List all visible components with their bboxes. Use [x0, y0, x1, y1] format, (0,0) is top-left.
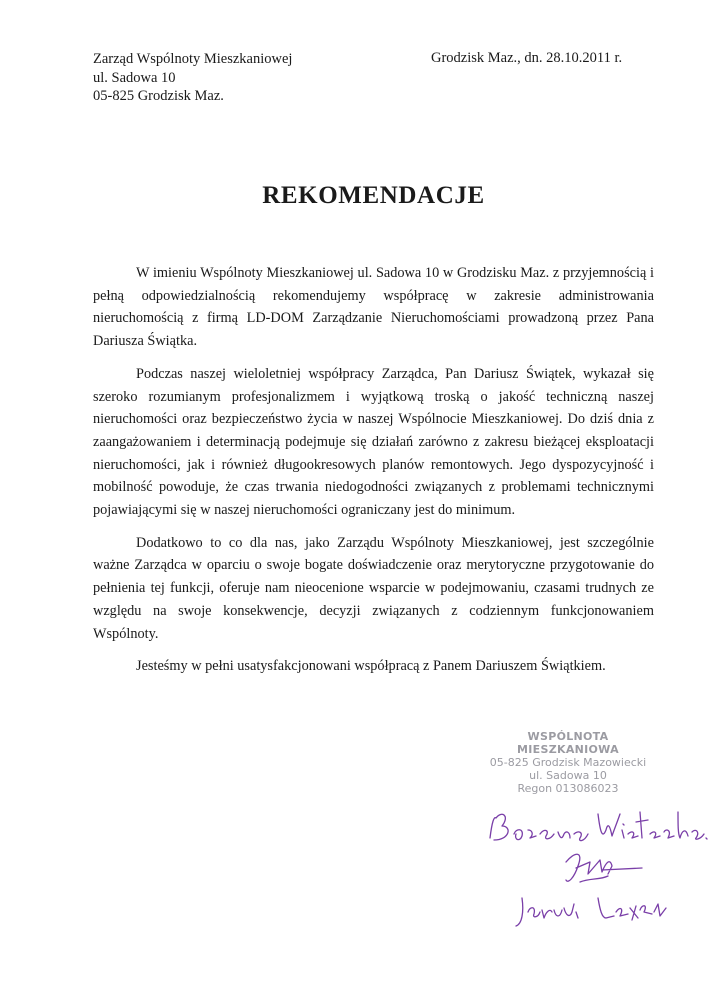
letter-body	[93, 262, 654, 688]
stamp-line: 05-825 Grodzisk Mazowiecki	[489, 756, 647, 769]
stamp-line: Regon 013086023	[517, 782, 619, 795]
stamp-line: ul. Sadowa 10	[529, 769, 607, 782]
body-paragraph: Dodatkowo to co dla nas, jako Zarządu Wspólnoty Mieszkaniowej, jest szczególnie ważne Zarządca w oparciu o swoje bogate doświadczenie oraz merytoryczne przygotowanie do pełnienia tej funkcji, oferuje nam nieocenione wsparcie w podejmowaniu, czasami trudnych ze względu na swoje konsekwencje, decyzji związanych z codziennym funkcjonowaniem Wspólnoty.	[93, 534, 654, 642]
sender-line: 05-825 Grodzisk Maz.	[93, 88, 224, 104]
handwritten-signatures	[480, 800, 720, 950]
letter-date: Grodzisk Maz., dn. 28.10.2011 r.	[431, 50, 623, 66]
sender-address	[93, 50, 292, 106]
sender-line: Zarząd Wspólnoty Mieszkaniowej	[93, 51, 293, 67]
signature-2	[566, 854, 642, 882]
sender-line: ul. Sadowa 10	[93, 69, 176, 86]
signature-1	[490, 812, 707, 841]
signature-3	[516, 898, 666, 926]
body-paragraph: Podczas naszej wieloletniej współpracy Zarządca, Pan Dariusz Świątek, wykazał się szeroko rozumianym profesjonalizmem i wyjątkową troską o jakość techniczną naszej nieruchomości oraz bezpieczeństwo życia w naszej Wspólnocie Mieszkaniowej. Do dziś dnia z zaangażowaniem i determinacją podejmuje się działań zarówno z zakresu bieżącej eksploatacji nieruchomości, jak i również długookresowych planów remontowych. Jego dyspozycyjność i mobilność powoduje, że czas trwania niedogodności związanych z problemami technicznymi pojawiającymi się w naszej nieruchomości ograniczany jest do minimum.	[93, 365, 654, 519]
body-paragraph: Jesteśmy w pełni usatysfakcjonowani współpracą z Panem Dariuszem Świątkiem.	[136, 658, 606, 675]
document-title: REKOMENDACJE	[262, 182, 485, 209]
body-paragraph: W imieniu Wspólnoty Mieszkaniowej ul. Sadowa 10 w Grodzisku Maz. z przyjemnością i pełną odpowiedzialnością rekomendujemy współpracę w zakresie administrowania nieruchomością z firmą LD-DOM Zarządzanie Nieruchomościami prowadzoną przez Pana Dariusza Świątka.	[93, 265, 654, 350]
stamp-line: WSPÓLNOTA MIESZKANIOWA	[517, 730, 619, 756]
association-stamp	[478, 730, 658, 795]
